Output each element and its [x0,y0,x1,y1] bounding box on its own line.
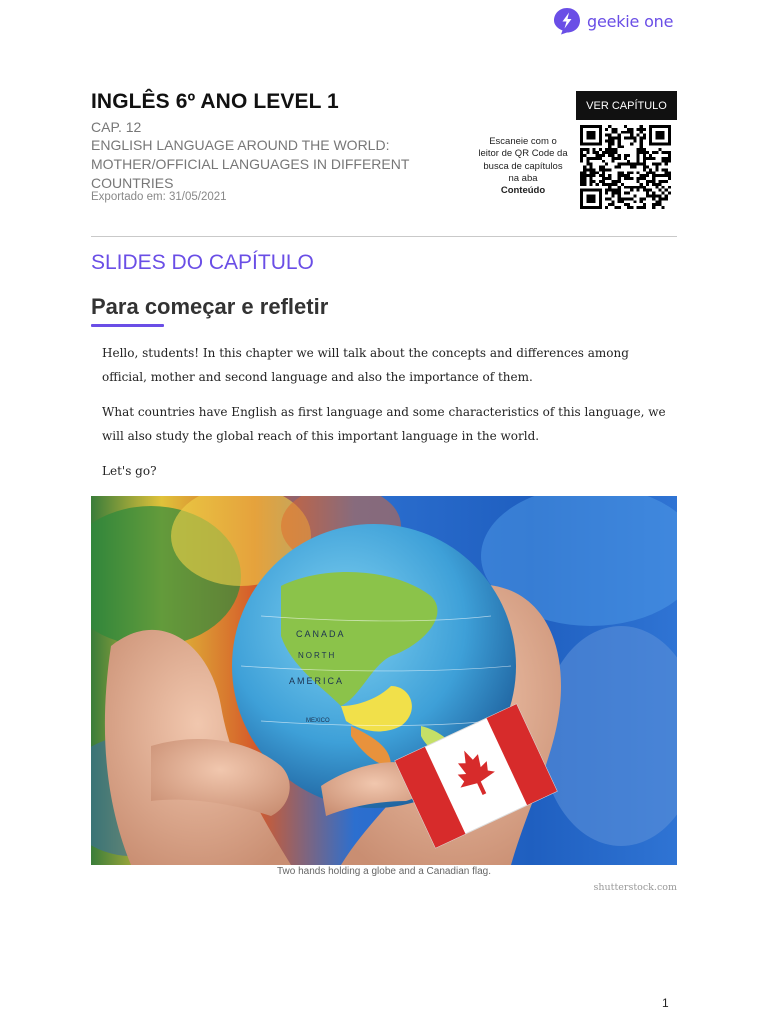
globe-label-america: AMERICA [289,676,345,686]
intro-text [102,341,666,494]
paragraph: Let's go? [102,464,157,478]
page-number: 1 [662,996,669,1010]
chapter-title: ENGLISH LANGUAGE AROUND THE WORLD: MOTHER/OFFICIAL LANGUAGES IN DIFFERENT COUNTRIES [91,137,410,191]
brand-logo [552,6,673,36]
brand-name: geekie one [587,11,674,31]
chapter-number: CAP. 12 [91,119,142,135]
globe-label-mexico: MEXICO [306,718,330,724]
view-chapter-button[interactable]: VER CAPÍTULO [576,91,677,120]
qr-instructions-tab: Conteúdo [500,185,546,197]
paragraph: Hello, students! In this chapter we will talk about the concepts and differences among official, mother and second language and also the importance of them. [102,346,629,384]
qr-instructions-text: Escaneie com o leitor de QR Code da busca de capítulos na aba [478,136,568,184]
document-title: INGLÊS 6º ANO LEVEL 1 [91,90,339,113]
paragraph: What countries have English as first language and some characteristics of this language, we will also study the global reach of this important language in the world. [102,405,666,443]
export-date: Exportado em: 31/05/2021 [91,191,227,203]
subheading-underline [91,324,164,327]
header-divider [91,236,677,237]
globe-photo [91,496,677,865]
section-heading: SLIDES DO CAPÍTULO [91,251,314,274]
qr-instructions [478,136,568,197]
qr-code-icon[interactable] [580,125,671,209]
photo-credit: shutterstock.com [593,882,677,893]
section-subheading: Para começar e refletir [91,294,329,319]
globe-label-north: NORTH [298,651,337,660]
figure-caption: Two hands holding a globe and a Canadian flag. [276,866,492,877]
lightning-bolt-icon [552,6,582,36]
globe-label-canada: CANADA [296,629,346,639]
